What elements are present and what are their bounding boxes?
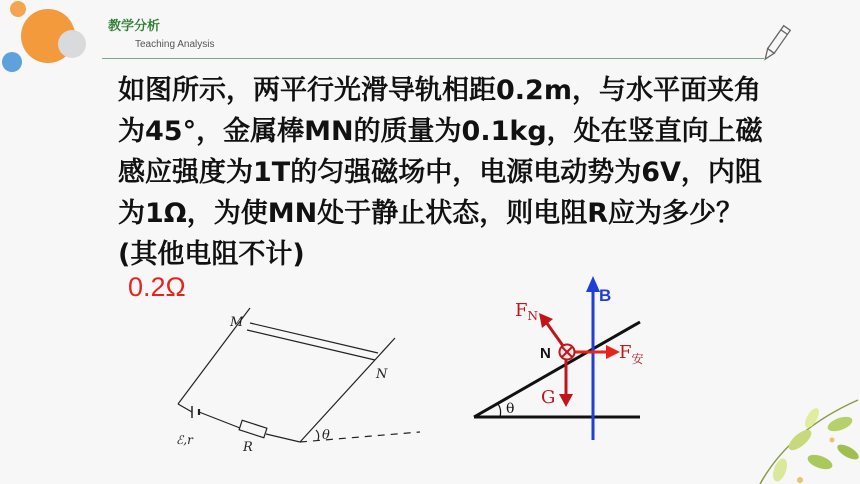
- problem-text: 如图所示，两平行光滑导轨相距0.2m，与水平面夹角为45°，金属棒MN的质量为0.1kg，处在竖直向上磁感应强度为1T的匀强磁场中，电源电动势为6V，内阻为1Ω，为使MN处于静止状态，则电阻R应为多少？(其他电阻不计): [118, 75, 763, 270]
- header-divider: [102, 58, 764, 59]
- pencil-icon: [762, 26, 790, 62]
- decor-circle-gray: [58, 30, 86, 58]
- label-m: M: [230, 315, 244, 330]
- label-n-circuit: N: [376, 367, 388, 382]
- label-theta-force: θ: [506, 401, 515, 417]
- decor-circle-blue: [2, 52, 22, 72]
- label-b: B: [599, 286, 612, 305]
- label-g: G: [541, 387, 556, 408]
- header-title: 教学分析: [108, 19, 161, 34]
- label-fn-sub: N: [527, 309, 538, 323]
- answer-text: 0.2Ω: [128, 272, 186, 302]
- leaf-decoration: [760, 400, 860, 484]
- label-n-force: N: [540, 345, 551, 362]
- label-source: ℰ,r: [176, 433, 193, 447]
- label-fn-main: F: [515, 300, 528, 321]
- decor-circle-orange-small: [10, 1, 26, 17]
- label-resistor: R: [243, 440, 253, 455]
- label-fan: [619, 342, 644, 366]
- header-subtitle: Teaching Analysis: [135, 39, 215, 50]
- force-diagram: [474, 276, 640, 440]
- label-fan-sub: 安: [631, 352, 644, 366]
- label-theta-circuit: θ: [322, 428, 330, 443]
- label-fn: [515, 300, 538, 323]
- label-fan-main: F: [619, 342, 632, 363]
